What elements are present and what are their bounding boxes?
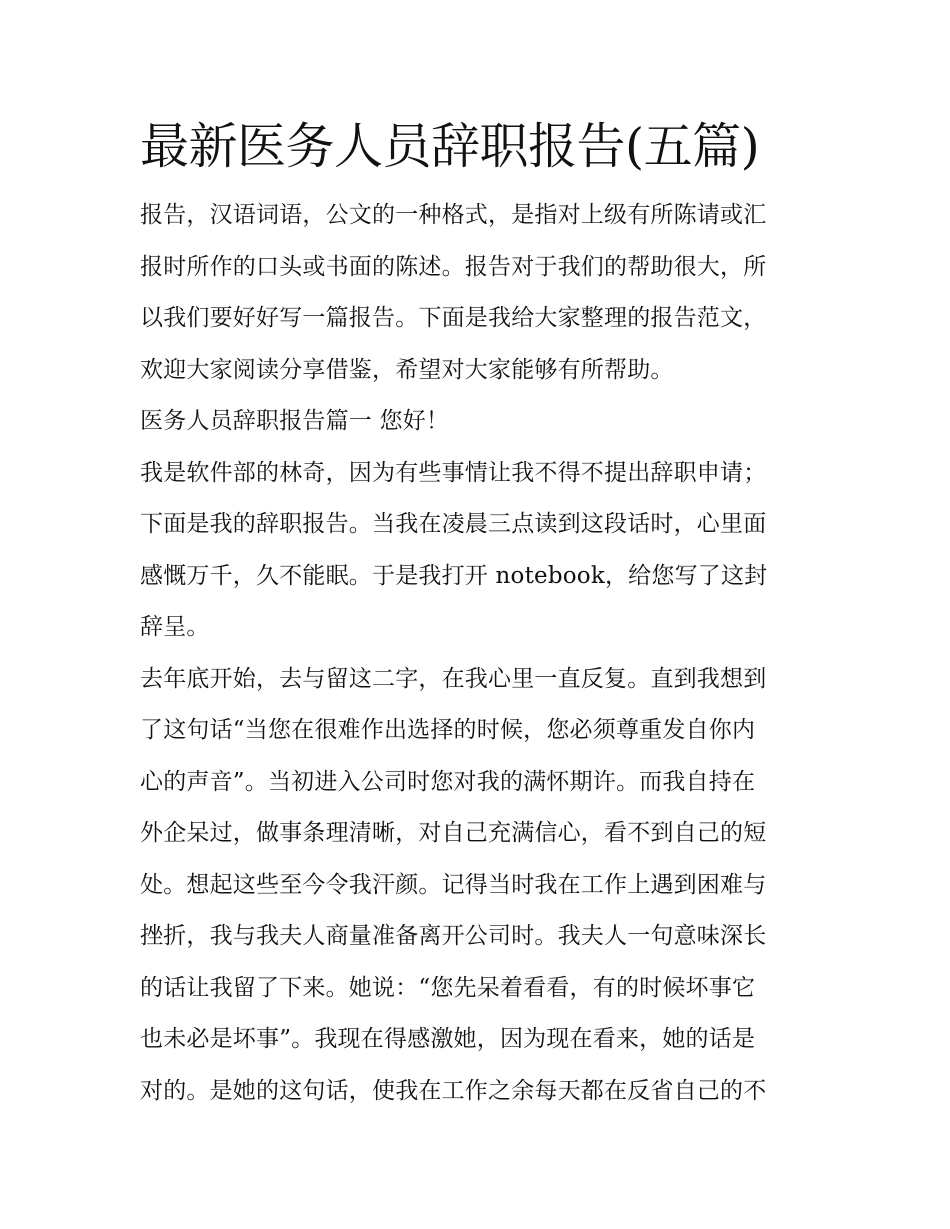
- body-line: 我是软件部的林奇，因为有些事情让我不得不提出辞职申请；: [140, 459, 767, 486]
- body-line: 处。想起这些至今令我汗颜。记得当时我在工作上遇到困难与: [140, 871, 767, 898]
- body-line: 辞呈。: [140, 614, 210, 640]
- body-line: 去年底开始，去与留这二字，在我心里一直反复。直到我想到: [140, 665, 767, 692]
- body-line: 欢迎大家阅读分享借鉴，希望对大家能够有所帮助。: [140, 356, 674, 383]
- body-line: 的话让我留了下来。她说：“您先呆着看看，有的时候坏事它: [140, 974, 756, 1001]
- body-line: 感慨万千，久不能眠。于是我打开 notebook，给您写了这封: [140, 562, 768, 589]
- body-line: 外企呆过，做事条理清晰，对自己充满信心，看不到自己的短: [140, 820, 767, 846]
- body-line: 报时所作的口头或书面的陈述。报告对于我们的帮助很大，所: [140, 253, 767, 280]
- body-line: 心的声音”。当初进入公司时您对我的满怀期许。而我自持在: [140, 768, 756, 795]
- body-line: 挫折，我与我夫人商量准备离开公司时。我夫人一句意味深长: [140, 923, 767, 949]
- document-title: 最新医务人员辞职报告(五篇): [140, 118, 760, 175]
- document-body: [140, 190, 820, 1117]
- body-line: 下面是我的辞职报告。当我在凌晨三点读到这段话时，心里面: [140, 511, 767, 537]
- body-line: 报告，汉语词语，公文的一种格式，是指对上级有所陈请或汇: [140, 202, 767, 228]
- body-line: 对的。是她的这句话，使我在工作之余每天都在反省自己的不: [140, 1077, 767, 1104]
- body-line: 了这句话“当您在很难作出选择的时候，您必须尊重发自你内: [140, 717, 756, 743]
- body-line: 以我们要好好写一篇报告。下面是我给大家整理的报告范文，: [140, 305, 767, 331]
- document-page: [140, 112, 820, 1117]
- body-line: 也未必是坏事”。我现在得感激她，因为现在看来，她的话是: [140, 1026, 756, 1052]
- section-heading-line: 医务人员辞职报告篇一 您好！: [140, 408, 450, 434]
